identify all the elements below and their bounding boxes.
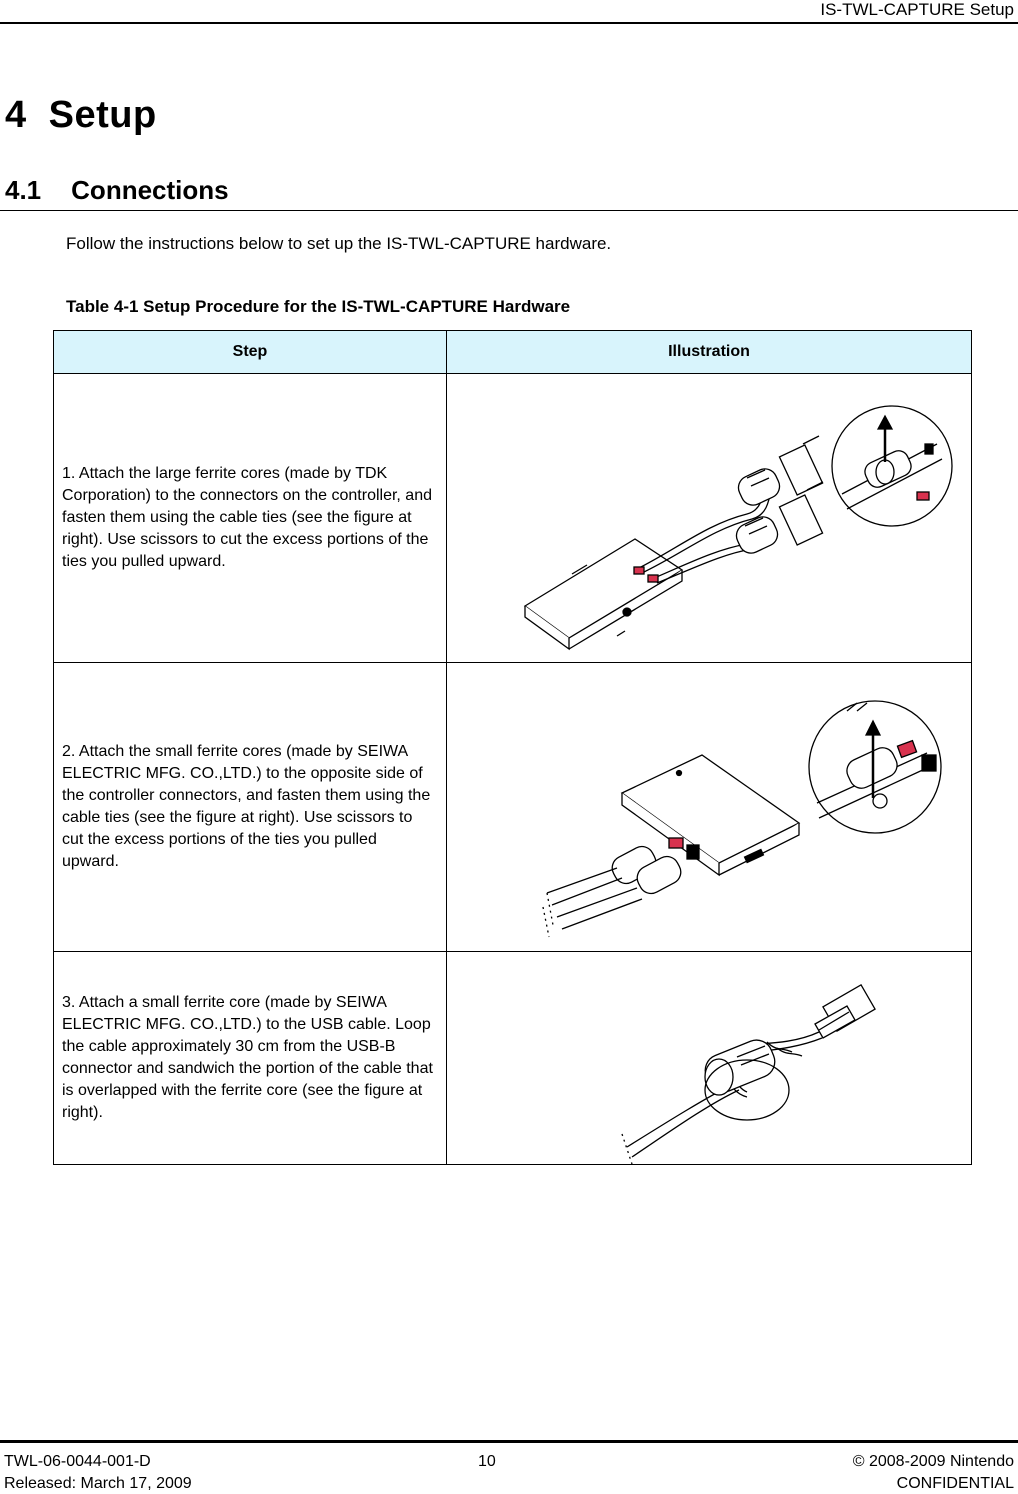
section-heading bbox=[5, 174, 229, 206]
step-2-text: 2. Attach the small ferrite cores (made by SEIWA ELECTRIC MFG. CO.,LTD.) to the opposite side of the controller connectors, and fasten them using the cable ties (see the figure at right). Use scissors to cut the excess portions of the ties you pulled upward. bbox=[54, 663, 447, 952]
step-1-text: 1. Attach the large ferrite cores (made by TDK Corporation) to the connectors on the controller, and fasten them using the cable ties (see the figure at right). Use scissors to cut the excess portions of the ties you pulled upward. bbox=[54, 374, 447, 663]
connectors bbox=[779, 436, 823, 545]
intro-paragraph: Follow the instructions below to set up the IS-TWL-CAPTURE hardware. bbox=[66, 234, 612, 253]
table-row bbox=[54, 952, 972, 1165]
footer-released-date: Released: March 17, 2009 bbox=[4, 1475, 192, 1492]
footer-confidential: CONFIDENTIAL bbox=[896, 1475, 1014, 1492]
step-3-text: 3. Attach a small ferrite core (made by SEIWA ELECTRIC MFG. CO.,LTD.) to the USB cable. Loop the cable approximately 30 cm from the USB-B connector and sandwich the portion of the cable that is overlapped with the ferrite core (see the figure at right). bbox=[54, 952, 447, 1165]
column-header-step: Step bbox=[54, 331, 447, 374]
controller-device bbox=[525, 539, 682, 649]
footer-rule bbox=[0, 1440, 1018, 1443]
footer-copyright: © 2008-2009 Nintendo bbox=[852, 1453, 1014, 1470]
usb-b-connector bbox=[815, 985, 875, 1038]
footer-doc-id: TWL-06-0044-001-D bbox=[4, 1453, 151, 1470]
section-number: 4.1 bbox=[5, 175, 42, 205]
controller-small-ferrite-illustration bbox=[447, 663, 972, 951]
section-title: Connections bbox=[71, 175, 229, 205]
table-header-row bbox=[54, 331, 972, 374]
detail-circle bbox=[832, 406, 952, 526]
detail-circle bbox=[809, 701, 941, 833]
section-rule bbox=[0, 210, 1018, 211]
step-3-illustration bbox=[447, 952, 972, 1165]
table-caption: Table 4-1 Setup Procedure for the IS-TWL-CAPTURE Hardware bbox=[66, 297, 571, 316]
controller-large-ferrite-illustration bbox=[447, 374, 972, 662]
header-title: IS-TWL-CAPTURE Setup bbox=[820, 0, 1014, 19]
step-1-illustration bbox=[447, 374, 972, 663]
footer-page-number: 10 bbox=[478, 1453, 496, 1470]
column-header-illustration: Illustration bbox=[447, 331, 972, 374]
table-row bbox=[54, 663, 972, 952]
usb-cable-ferrite-illustration bbox=[447, 952, 972, 1164]
large-ferrite-cores bbox=[733, 465, 784, 557]
usb-cable-loop bbox=[622, 1032, 822, 1164]
chapter-heading bbox=[5, 92, 157, 138]
setup-procedure-table bbox=[53, 330, 972, 1165]
header-rule bbox=[0, 22, 1018, 24]
chapter-number: 4 bbox=[5, 94, 27, 136]
chapter-title: Setup bbox=[48, 94, 157, 136]
step-2-illustration bbox=[447, 663, 972, 952]
table-row bbox=[54, 374, 972, 663]
